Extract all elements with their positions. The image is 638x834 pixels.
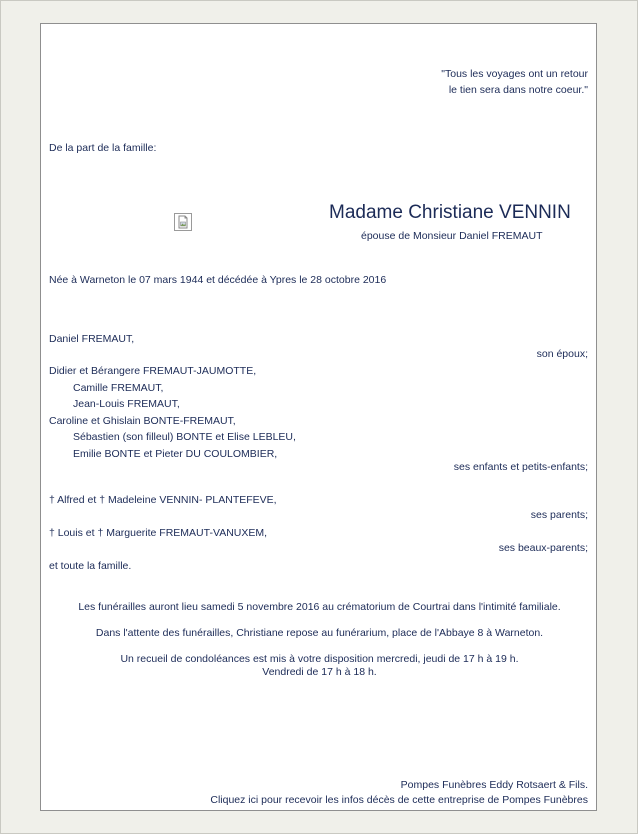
list-item: Camille FREMAUT, [73, 381, 164, 394]
deceased-name: Madame Christiane VENNIN [329, 202, 571, 223]
subscribe-link[interactable]: Cliquez ici pour recevoir les infos décès de cette entreprise de Pompes Funèbres [210, 794, 588, 806]
condolences-line-2: Vendredi de 17 h à 18 h. [262, 666, 377, 678]
deceased-spouse: épouse de Monsieur Daniel FREMAUT [361, 230, 543, 242]
list-item: Jean-Louis FREMAUT, [73, 398, 180, 410]
death-notice-card [40, 23, 597, 811]
in-laws-relation: ses beaux-parents; [498, 542, 588, 554]
quote-line-2: le tien sera dans notre coeur." [448, 84, 588, 96]
parents-name: † Alfred et † Madeleine VENNIN- PLANTEFEVE, [49, 494, 277, 506]
list-item: Sébastien (son filleul) BONTE et Elise LEBLEU, [73, 431, 296, 443]
funeral-info: Les funérailles auront lieu samedi 5 novembre 2016 au crématorium de Courtrai dans l'intimité familiale. [78, 601, 561, 613]
rest-of-family: et toute la famille. [49, 560, 132, 572]
children-relation: ses enfants et petits-enfants; [453, 461, 588, 473]
footer [210, 778, 588, 808]
list-item: Didier et Bérangere FREMAUT-JAUMOTTE, [49, 365, 257, 377]
from-family-label: De la part de la famille: [49, 142, 157, 154]
list-item: Emilie BONTE et Pieter DU COULOMBIER, [73, 447, 278, 460]
quote [441, 66, 588, 98]
list-item: Caroline et Ghislain BONTE-FREMAUT, [49, 414, 236, 427]
husband-relation: son époux; [536, 348, 588, 360]
quote-line-1: "Tous les voyages ont un retour [441, 68, 588, 80]
funeral-home-name: Pompes Funèbres Eddy Rotsaert & Fils. [400, 779, 588, 791]
birth-death-line: Née à Warneton le 07 mars 1944 et décédée à Ypres le 28 octobre 2016 [49, 274, 387, 286]
rest-place-info: Dans l'attente des funérailles, Christiane repose au funérarium, place de l'Abbaye 8 à Warneton. [95, 627, 544, 639]
condolences-info [41, 653, 598, 679]
in-laws-name: † Louis et † Marguerite FREMAUT-VANUXEM, [49, 527, 268, 539]
children-list [49, 363, 296, 462]
broken-image-icon [174, 213, 192, 231]
condolences-line-1: Un recueil de condoléances est mis à votre disposition mercredi, jeudi de 17 h à 19 h. [120, 653, 519, 665]
parents-relation: ses parents; [530, 509, 588, 521]
husband-name: Daniel FREMAUT, [49, 333, 135, 345]
